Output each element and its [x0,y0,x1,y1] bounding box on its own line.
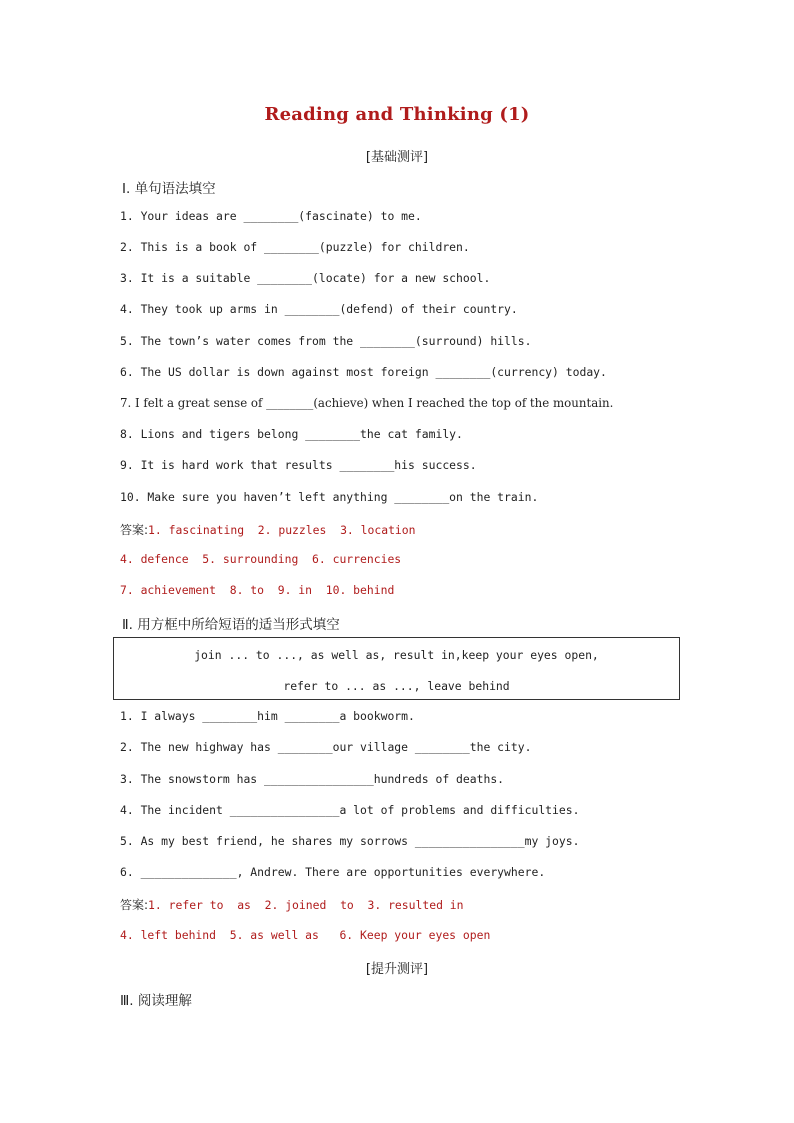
page-title: Reading and Thinking (1) [264,104,530,125]
part3-heading: Ⅲ. 阅读理解 [120,993,192,1009]
part1-answers-line-2: 4. defence 5. surrounding 6. currencies [120,552,402,566]
part1-question-6: 6. The US dollar is down against most foreign ________(currency) today. [120,365,607,379]
part2-heading: Ⅱ. 用方框中所给短语的适当形式填空 [122,617,340,633]
answer-text: 1. refer to as 2. joined to 3. resulted in [148,898,464,912]
part2-question-4: 4. The incident ________________a lot of problems and difficulties. [120,803,580,817]
phrase-box-line-1: join ... to ..., as well as, result in,keep your eyes open, [194,648,599,662]
part1-question-2: 2. This is a book of ________(puzzle) for children. [120,240,470,254]
part1-heading: Ⅰ. 单句语法填空 [122,181,216,197]
part1-question-1: 1. Your ideas are ________(fascinate) to me. [120,209,422,223]
part1-question-8: 8. Lions and tigers belong ________the cat family. [120,427,463,441]
part1-question-10: 10. Make sure you haven’t left anything ________on the train. [120,490,539,504]
part1-answers-line-1 [120,521,416,538]
part2-question-2: 2. The new highway has ________our village ________the city. [120,740,532,754]
part1-question-5: 5. The town’s water comes from the ________(surround) hills. [120,334,532,348]
part1-question-9: 9. It is hard work that results ________his success. [120,458,477,472]
phrase-box-line-2: refer to ... as ..., leave behind [283,679,510,693]
part2-question-6: 6. ______________, Andrew. There are opportunities everywhere. [120,865,546,879]
answer-label: 答案: [120,523,149,537]
part1-question-4: 4. They took up arms in ________(defend) of their country. [120,302,518,316]
part2-answers-line-1 [120,896,464,913]
answer-text: 1. fascinating 2. puzzles 3. location [148,523,416,537]
part1-question-7: 7. I felt a great sense of ________(achieve) when I reached the top of the mountain. [120,396,614,410]
part2-question-5: 5. As my best friend, he shares my sorrows ________________my joys. [120,834,580,848]
section-basic-label: [基础测评] [365,150,429,165]
part1-answers-line-3: 7. achievement 8. to 9. in 10. behind [120,583,395,597]
section-advanced-label: [提升测评] [365,962,429,977]
part1-question-3: 3. It is a suitable ________(locate) for a new school. [120,271,491,285]
part2-answers-line-2: 4. left behind 5. as well as 6. Keep your eyes open [120,928,491,942]
phrase-box [113,637,680,700]
answer-label: 答案: [120,898,149,912]
part2-question-3: 3. The snowstorm has ________________hundreds of deaths. [120,772,505,786]
part2-question-1: 1. I always ________him ________a bookworm. [120,709,415,723]
